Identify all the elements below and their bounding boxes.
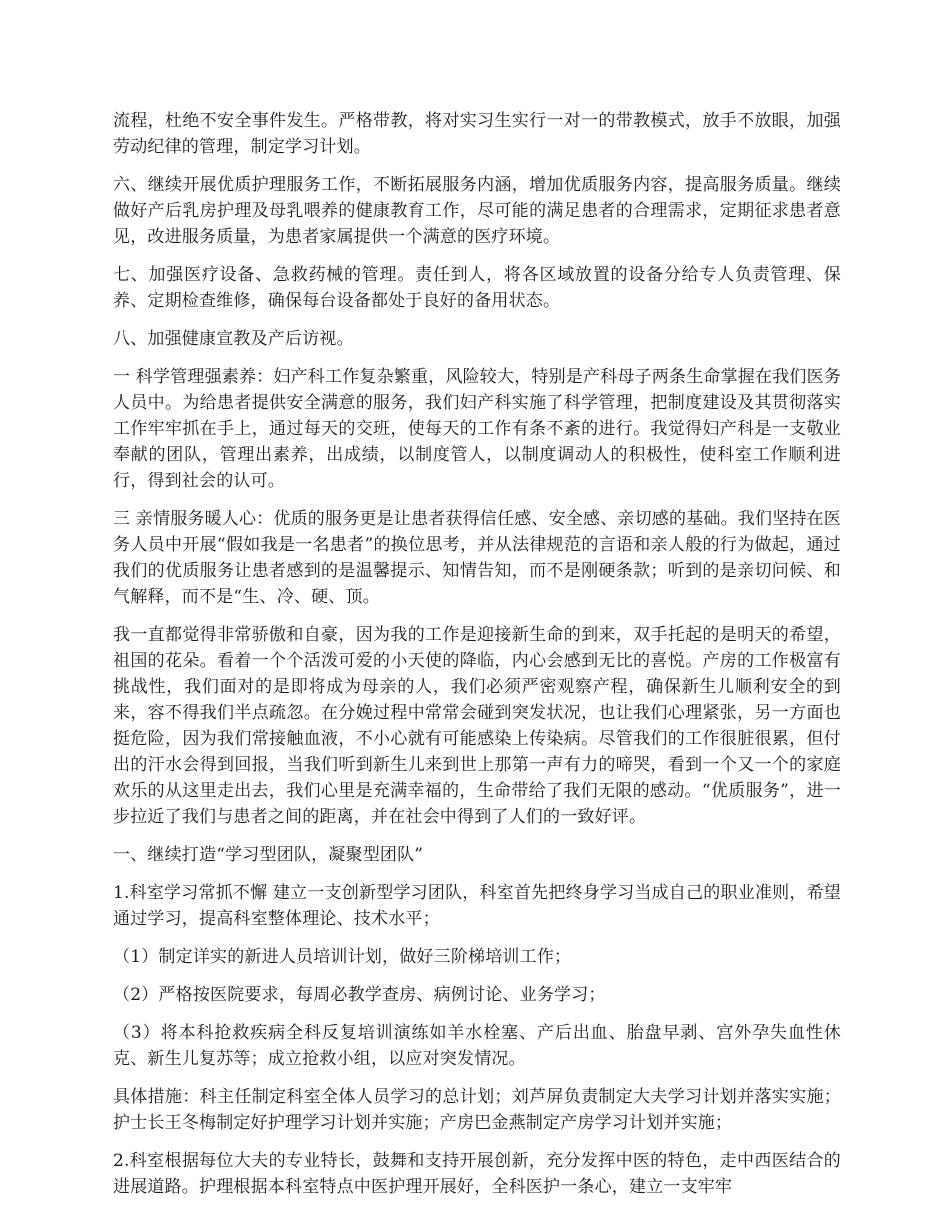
document-body xyxy=(113,108,841,1212)
paragraph-equipment-management: 七、加强医疗设备、急救药械的管理。责任到人，将各区域放置的设备分给专人负责管理、保养、定期检查维修，确保每台设备都处于良好的备用状态。 xyxy=(113,265,841,311)
paragraph-learning-team-heading: 一、继续打造“学习型团队，凝聚型团队” xyxy=(113,845,424,865)
paragraph-learning-item-1: 1.科室学习常抓不懈 建立一支创新型学习团队，科室首先把终身学习当成自己的职业准则，希望通过学习，提高科室整体理论、技术水平； xyxy=(113,883,841,929)
paragraph-scientific-management: 一 科学管理强素养：妇产科工作复杂繁重，风险较大，特别是产科母子两条生命掌握在我们医务人员中。为给患者提供安全满意的服务，我们妇产科实施了科学管理，把制度建设及其贯彻落实工作牢牢抓在手上，通过每天的交班，使每天的工作有条不紊的进行。我觉得妇产科是一支敬业奉献的团队，管理出素养，出成绩，以制度管人，以制度调动人的积极性，使科室工作顺利进行，得到社会的认可。 xyxy=(113,367,842,491)
paragraph-specific-measures: 具体措施：科主任制定科室全体人员学习的总计划；刘芦屏负责制定大夫学习计划并落实实施；护士长王冬梅制定好护理学习计划并实施；产房巴金燕制定产房学习计划并实施； xyxy=(113,1087,841,1133)
paragraph-innovation: 2.科室根据每位大夫的专业特长，鼓舞和支持开展创新，充分发挥中医的特色，走中西医结合的进展道路。护理根据本科室特点中医护理开展好，全科医护一条心，建立一支牢牢 xyxy=(113,1151,841,1197)
paragraph-quality-nursing: 六、继续开展优质护理服务工作，不断拓展服务内涵，增加优质服务内容，提高服务质量。继续做好产后乳房护理及母乳喂养的健康教育工作，尽可能的满足患者的合理需求，定期征求患者意见，改进服务质量，为患者家属提供一个满意的医疗环境。 xyxy=(113,175,841,247)
paragraph-emergency-drills: （3）将本科抢救疾病全科反复培训演练如羊水栓塞、产后出血、胎盘早剥、宫外孕失血性休克、新生儿复苏等；成立抢救小组，以应对突发情况。 xyxy=(113,1023,841,1069)
paragraph-warm-service: 三 亲情服务暖人心：优质的服务更是让患者获得信任感、安全感、亲切感的基础。我们坚持在医务人员中开展“假如我是一名患者”的换位思考，并从法律规范的言语和亲人般的行为做起，通过我们的优质服务让患者感到的是温馨提示、知情告知，而不是刚硬条款；听到的是亲切问候、和气解释，而不是“生、冷、硬、顶。 xyxy=(113,509,842,607)
paragraph-personal-reflection: 我一直都觉得非常骄傲和自豪，因为我的工作是迎接新生命的到来，双手托起的是明天的希望，祖国的花朵。看着一个个活泼可爱的小天使的降临，内心会感到无比的喜悦。产房的工作极富有挑战性，我们面对的是即将成为母亲的人，我们必须严密观察产程，确保新生儿顺利安全的到来，容不得我们半点疏忽。在分娩过程中常常会碰到突发状况，也让我们心理紧张，另一方面也挺危险，因为我们常接触血液，不小心就有可能感染上传染病。尽管我们的工作很脏很累，但付出的汗水会得到回报，当我们听到新生儿来到世上那第一声有力的啼哭，看到一个又一个的家庭欢乐的从这里走出去，我们心里是充满幸福的，生命带给了我们无限的感动。“优质服务”，进一步拉近了我们与患者之间的距离，并在社会中得到了人们的一致好评。 xyxy=(113,625,841,827)
paragraph-training-plan: （1）制定详实的新进人员培训计划，做好三阶梯培训工作； xyxy=(113,947,572,967)
paragraph-health-education: 八、加强健康宣教及产后访视。 xyxy=(113,329,354,349)
paragraph-weekly-rounds: （2）严格按医院要求，每周必教学查房、病例讨论、业务学习； xyxy=(113,985,606,1005)
paragraph-safety-teaching: 流程，杜绝不安全事件发生。严格带教，将对实习生实行一对一的带教模式，放手不放眼，加强劳动纪律的管理，制定学习计划。 xyxy=(113,111,841,157)
